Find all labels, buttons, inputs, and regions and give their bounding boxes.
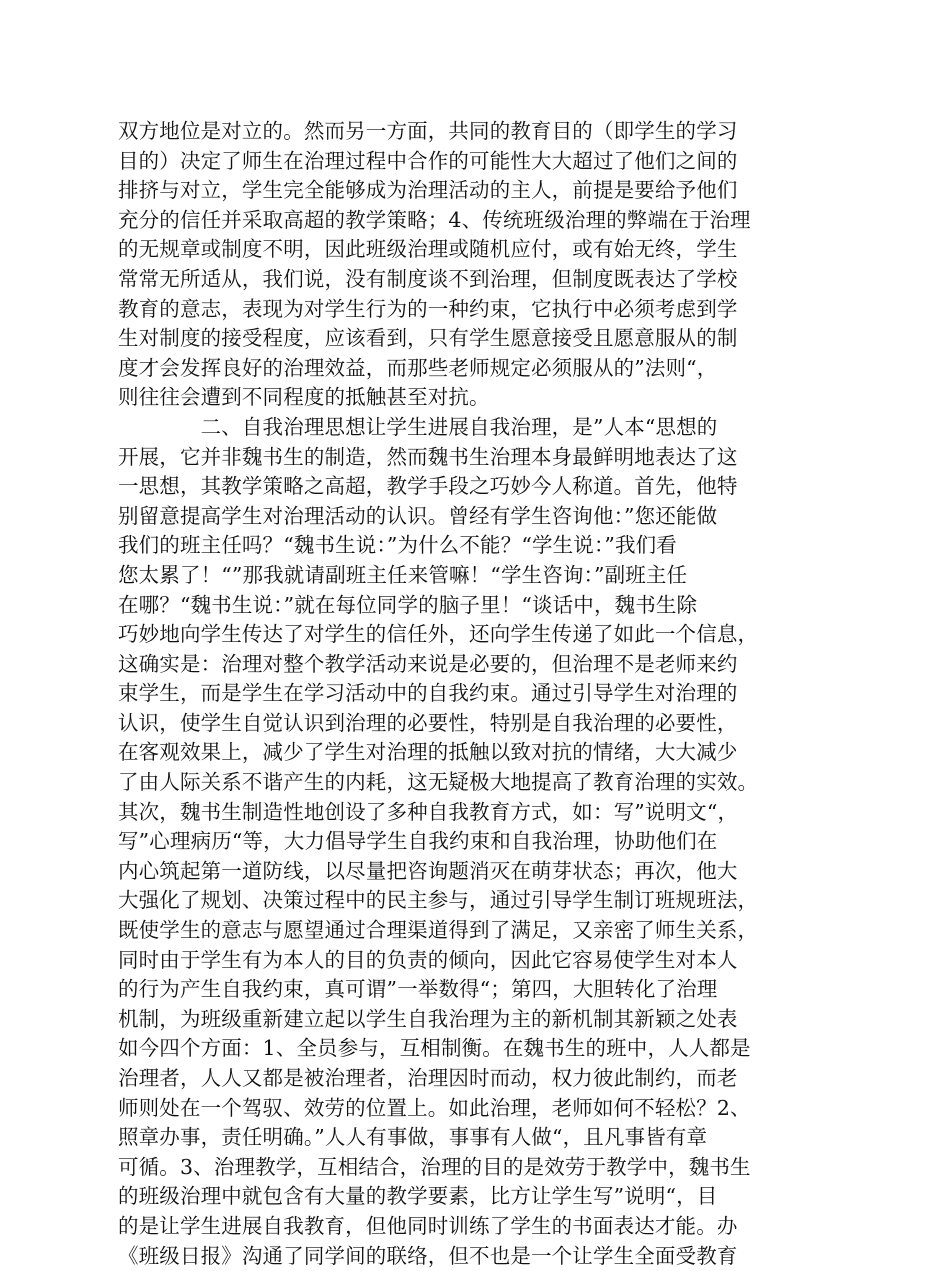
text-line: 其次，魏书生制造性地创设了多种自我教育方式，如：写”说明文“，	[118, 799, 739, 824]
text-line: 的行为产生自我约束，真可谓”一举数得“；第四，大胆转化了治理	[118, 977, 718, 1002]
text-line: 既使学生的意志与愿望通过合理渠道得到了满足，又亲密了师生关系，	[118, 918, 759, 943]
text-line: 内心筑起第一道防线，以尽量把咨询题消灭在萌芽状态；再次，他大	[118, 858, 738, 883]
text-line: 治理者，人人又都是被治理者，治理因时而动，权力彼此制约，而老	[118, 1066, 738, 1090]
text-line: 可循。3、治理教学，互相结合，治理的目的是效劳于教学中，魏书生	[118, 1154, 751, 1179]
text-line: 生对制度的接受程度，应该看到，只有学生愿意接受且愿意服从的制	[118, 326, 738, 351]
text-line: 大强化了规划、决策过程中的民主参与，通过引导学生制订班规班法，	[118, 888, 759, 913]
text-line: 机制，为班级重新建立起以学生自我治理为主的新机制其新颖之处表	[118, 1006, 738, 1031]
text-line: 的班级治理中就包含有大量的教学要素，比方让学生写”说明“，目	[118, 1184, 718, 1209]
text-line: 照章办事，责任明确。”人人有事做，事事有人做“，且凡事皆有章	[118, 1125, 708, 1150]
section-heading-line: 二、自我治理思想让学生进展自我治理，是”人本“思想的	[118, 414, 718, 439]
text-line: 双方地位是对立的。然而另一方面，共同的教育目的（即学生的学习	[118, 119, 738, 143]
text-line: 一思想，其教学策略之高超，教学手段之巧妙今人称道。首先，他特	[118, 474, 738, 499]
text-line: 在客观效果上，减少了学生对治理的抵触以致对抗的情绪，大大减少	[118, 740, 738, 765]
text-line: 开展，它并非魏书生的制造，然而魏书生治理本身最鲜明地表达了这	[118, 444, 738, 469]
text-line: 如今四个方面：1、全员参与，互相制衡。在魏书生的班中，人人都是	[118, 1036, 751, 1061]
text-line: 《班级日报》沟通了同学间的联络，但不也是一个让学生全面受教育	[118, 1243, 738, 1268]
text-line: 写”心理病历“等，大力倡导学生自我约束和自我治理，协助他们在	[118, 829, 718, 854]
text-line: 常常无所适从，我们说，没有制度谈不到治理，但制度既表达了学校	[118, 266, 738, 291]
body-text	[118, 117, 833, 1271]
text-line: 我们的班主任吗？“魏书生说：”为什么不能？“学生说：”我们看	[118, 533, 677, 558]
text-line: 目的）决定了师生在治理过程中合作的可能性大大超过了他们之间的	[118, 148, 738, 173]
text-line: 这确实是：治理对整个教学活动来说是必要的，但治理不是老师来约	[118, 651, 738, 676]
text-line: 了由人际关系不谐产生的内耗，这无疑极大地提高了教育治理的实效。	[118, 770, 759, 795]
text-line: 您太累了！“”那我就请副班主任来管嘛！“学生咨询：”副班主任	[118, 562, 688, 587]
text-line: 则往往会遭到不同程度的抵触甚至对抗。	[118, 385, 490, 410]
text-line: 师则处在一个驾驭、效劳的位置上。如此治理，老师如何不轻松？2、	[118, 1095, 751, 1120]
text-line: 认识，使学生自觉认识到治理的必要性，特别是自我治理的必要性，	[118, 710, 738, 735]
text-line: 充分的信任并采取高超的教学策略；4、传统班级治理的弊端在于治理	[118, 207, 751, 232]
text-line: 的无规章或制度不明，因此班级治理或随机应付，或有始无终，学生	[118, 237, 738, 262]
text-line: 别留意提高学生对治理活动的认识。曾经有学生咨询他：”您还能做	[118, 503, 718, 528]
text-line: 排挤与对立，学生完全能够成为治理活动的主人，前提是要给予他们	[118, 178, 738, 203]
text-line: 在哪？“魏书生说：”就在每位同学的脑子里！“谈话中，魏书生除	[118, 592, 698, 617]
text-line: 的是让学生进展自我教育，但他同时训练了学生的书面表达才能。办	[118, 1213, 738, 1238]
text-line: 束学生，而是学生在学习活动中的自我约束。通过引导学生对治理的	[118, 681, 738, 706]
text-line: 教育的意志，表现为对学生行为的一种约束，它执行中必须考虑到学	[118, 296, 738, 321]
text-line: 度才会发挥良好的治理效益，而那些老师规定必须服从的”法则“，	[118, 355, 718, 380]
text-line: 巧妙地向学生传达了对学生的信任外，还向学生传递了如此一个信息，	[118, 622, 759, 647]
text-line: 同时由于学生有为本人的目的负责的倾向，因此它容易使学生对本人	[118, 947, 738, 972]
